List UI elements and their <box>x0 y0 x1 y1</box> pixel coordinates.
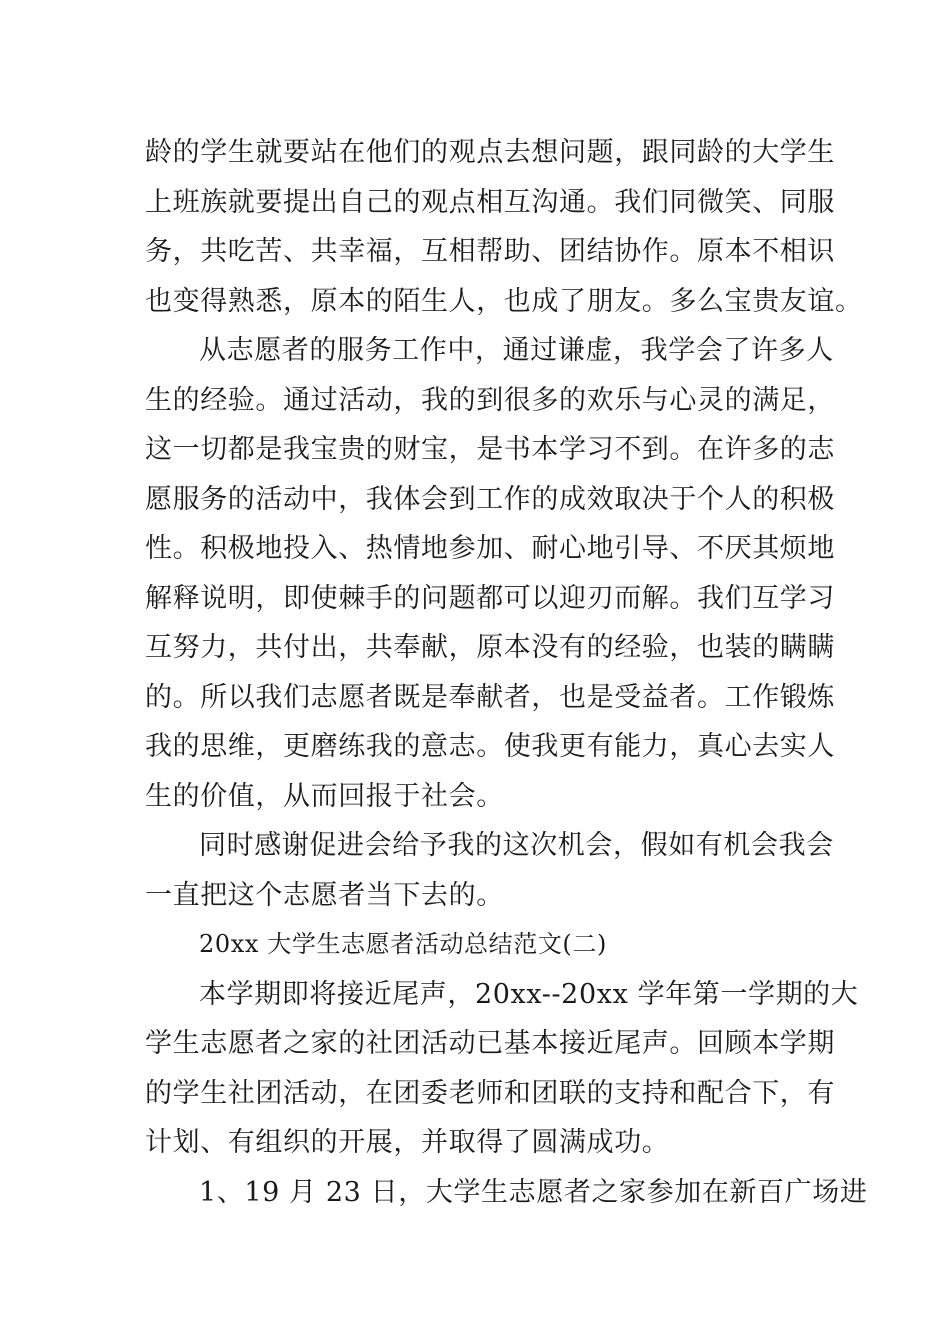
section-heading: 20xx 大学生志愿者活动总结范文(二) <box>199 930 607 958</box>
text-line: 生的经验。通过活动，我的到很多的欢乐与心灵的满足， <box>145 384 835 416</box>
text-line: 本学期即将接近尾声，20xx--20xx 学年第一学期的大 <box>199 978 859 1010</box>
document-body <box>145 128 868 1217</box>
text-line: 同时感谢促进会给予我的这次机会，假如有机会我会 <box>199 830 834 861</box>
text-line: 龄的学生就要站在他们的观点去想问题，跟同龄的大学生 <box>145 137 835 168</box>
text-line: 解释说明，即使棘手的问题都可以迎刃而解。我们互学习 <box>145 582 835 614</box>
text-line: 一直把这个志愿者当下去的。 <box>145 879 504 911</box>
text-line: 性。积极地投入、热情地参加、耐心地引导、不厌其烦地 <box>145 533 835 564</box>
text-line: 务，共吃苦、共幸福，互相帮助、团结协作。原本不相识 <box>145 236 835 267</box>
text-line: 1、19 月 23 日，大学生志愿者之家参加在新百广场进 <box>199 1176 868 1208</box>
text-line: 愿服务的活动中，我体会到工作的成效取决于个人的积极 <box>145 483 835 515</box>
text-line: 互努力，共付出，共奉献，原本没有的经验，也装的瞒瞒 <box>145 632 835 663</box>
text-line: 的。所以我们志愿者既是奉献者，也是受益者。工作锻炼 <box>145 681 835 713</box>
text-line: 也变得熟悉，原本的陌生人，也成了朋友。多么宝贵友谊。 <box>145 285 863 317</box>
text-line: 上班族就要提出自己的观点相互沟通。我们同微笑、同服 <box>145 186 835 218</box>
text-line: 学生志愿者之家的社团活动已基本接近尾声。回顾本学期 <box>145 1028 835 1059</box>
text-line: 计划、有组织的开展，并取得了圆满成功。 <box>145 1127 670 1158</box>
text-line: 从志愿者的服务工作中，通过谦虚，我学会了许多人 <box>199 335 834 366</box>
text-line: 的学生社团活动，在团委老师和团联的支持和配合下，有 <box>145 1077 835 1109</box>
text-line: 我的思维，更磨练我的意志。使我更有能力，真心去实人 <box>145 731 835 762</box>
text-line: 这一切都是我宝贵的财宝，是书本学习不到。在许多的志 <box>145 434 835 465</box>
text-line: 生的价值，从而回报于社会。 <box>145 780 504 812</box>
